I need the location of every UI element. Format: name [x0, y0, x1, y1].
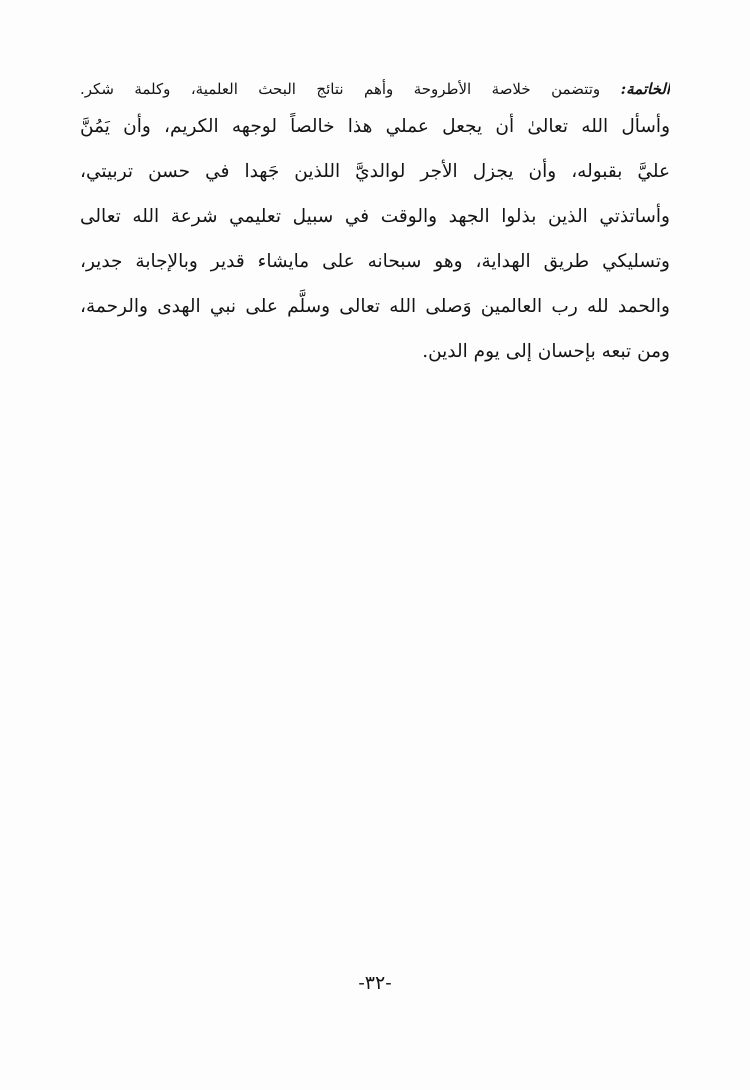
- text-line: وأساتذتي الذين بذلوا الجهد والوقت في سبيل تعليمي شرعة الله تعالى: [80, 206, 670, 227]
- conclusion-heading-word: الخاتمة:: [620, 80, 670, 98]
- text-line: والحمد لله رب العالمين وَصلى الله تعالى وسلَّم على نبي الهدى والرحمة،: [80, 296, 670, 317]
- text-line: عليَّ بقبوله، وأن يجزل الأجر لوالديَّ اللذين جَهدا في حسن تربيتي،: [80, 161, 670, 182]
- conclusion-line-1: [80, 74, 670, 104]
- text-line: وأسأل الله تعالىٰ أن يجعل عملي هذا خالصاً لوجهه الكريم، وأن يَمُنَّ: [80, 116, 670, 137]
- page-number: -٣٢-: [358, 972, 392, 994]
- text-line: وتسليكي طريق الهداية، وهو سبحانه على مايشاء قدير وبالإجابة جدير،: [80, 251, 670, 272]
- conclusion-line-1-text: وتتضمن خلاصة الأطروحة وأهم نتائج البحث العلمية، وكلمة شكر.: [80, 80, 621, 98]
- text-line-last: ومن تبعه بإحسان إلى يوم الدين.: [422, 341, 670, 362]
- conclusion-paragraph: [80, 74, 670, 374]
